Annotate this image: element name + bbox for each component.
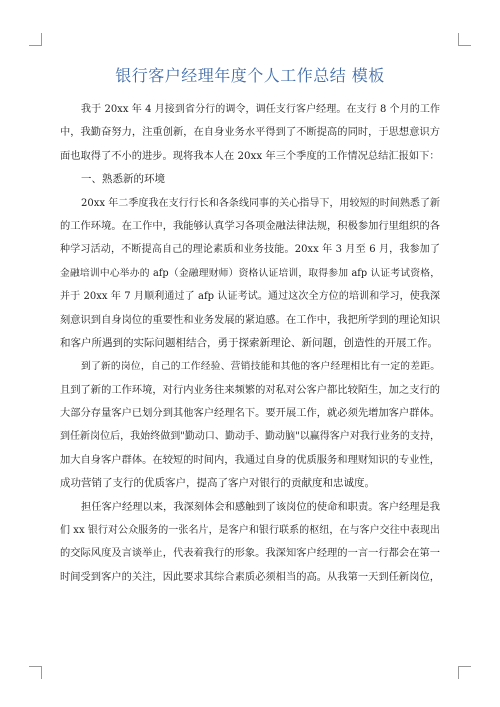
body-line: 加大自身客户群体。在较短的时间内，我通过自身的优质服务和理财知识的专业性， [60, 453, 440, 466]
body-line: 的交际风度及言谈举止，代表着我行的形象。我深知客户经理的一言一行都会在第一 [60, 547, 440, 560]
crop-mark-bottom-right [458, 666, 471, 679]
body-line: 成功营销了支行的优质客户，提高了客户对银行的贡献度和忠诚度。 [60, 477, 375, 490]
body-line: 且到了新的工作环境，对行内业务往来频繁的对私对公客户都比较陌生，加之支行的 [60, 383, 440, 396]
body-line: 担任客户经理以来，我深刻体会和感触到了该岗位的使命和职责。客户经理是我 [81, 500, 440, 513]
crop-mark-top-left [29, 33, 42, 46]
crop-mark-bottom-left [29, 666, 42, 679]
body-line: 并于 20xx 年 7 月顺利通过了 afp 认证考试。通过这次全方位的培训和学习，使我深 [60, 291, 440, 303]
body-line: 大部分存量客户已划分到其他客户经理名下。要开展工作，就必须先增加客户群体。 [60, 407, 440, 420]
body-line: 面也取得了不小的进步。现将我本人在 20xx 年三个季度的工作情况总结汇报如下： [60, 149, 440, 162]
body-line: 到任新岗位后，我始终做到"勤动口、勤动手、勤动脑"以赢得客户对我行业务的支持， [60, 431, 440, 443]
body-line: 们 xx 银行对公众服务的一张名片，是客户和银行联系的枢纽，在与客户交往中表现出 [60, 525, 440, 537]
body-line: 时间受到客户的关注，因此要求其综合素质必须相当的高。从我第一天到任新岗位， [60, 570, 440, 583]
document-title: 银行客户经理年度个人工作总结 模板 [115, 66, 385, 85]
body-line: 种学习活动，不断提高自己的理论素质和业务技能。20xx 年 3 月至 6 月，我参加了 [60, 244, 440, 256]
body-line: 20xx 年二季度我在支行行长和各条线同事的关心指导下，用较短的时间熟悉了新 [81, 197, 440, 209]
body-line: 到了新的岗位，自己的工作经验、营销技能和其他的客户经理相比有一定的差距。 [81, 361, 440, 373]
body-line: 的工作环境。在工作中，我能够认真学习各项金融法律法规，积极参加行里组织的各 [60, 219, 440, 232]
body-line: 我于 20xx 年 4 月接到省分行的调令，调任支行客户经理。在支行 8 个月的工作 [81, 104, 440, 115]
body-line: 和客户所遇到的实际问题相结合，勇于探索新理论、新问题，创造性的开展工作。 [60, 336, 438, 349]
document-body [60, 98, 440, 589]
body-line: 金融培训中心举办的 afp（金融理财师）资格认证培训，取得参加 afp 认证考试资格， [60, 267, 440, 279]
body-line: 刻意识到自身岗位的重要性和业务发展的紧迫感。在工作中，我把所学到的理论知识 [60, 313, 440, 326]
body-line: 一、熟悉新的环境 [81, 173, 165, 186]
body-line: 中，我勤奋努力，注重创新，在自身业务水平得到了不断提高的同时，于思想意识方 [60, 126, 440, 139]
crop-mark-top-right [458, 33, 471, 46]
